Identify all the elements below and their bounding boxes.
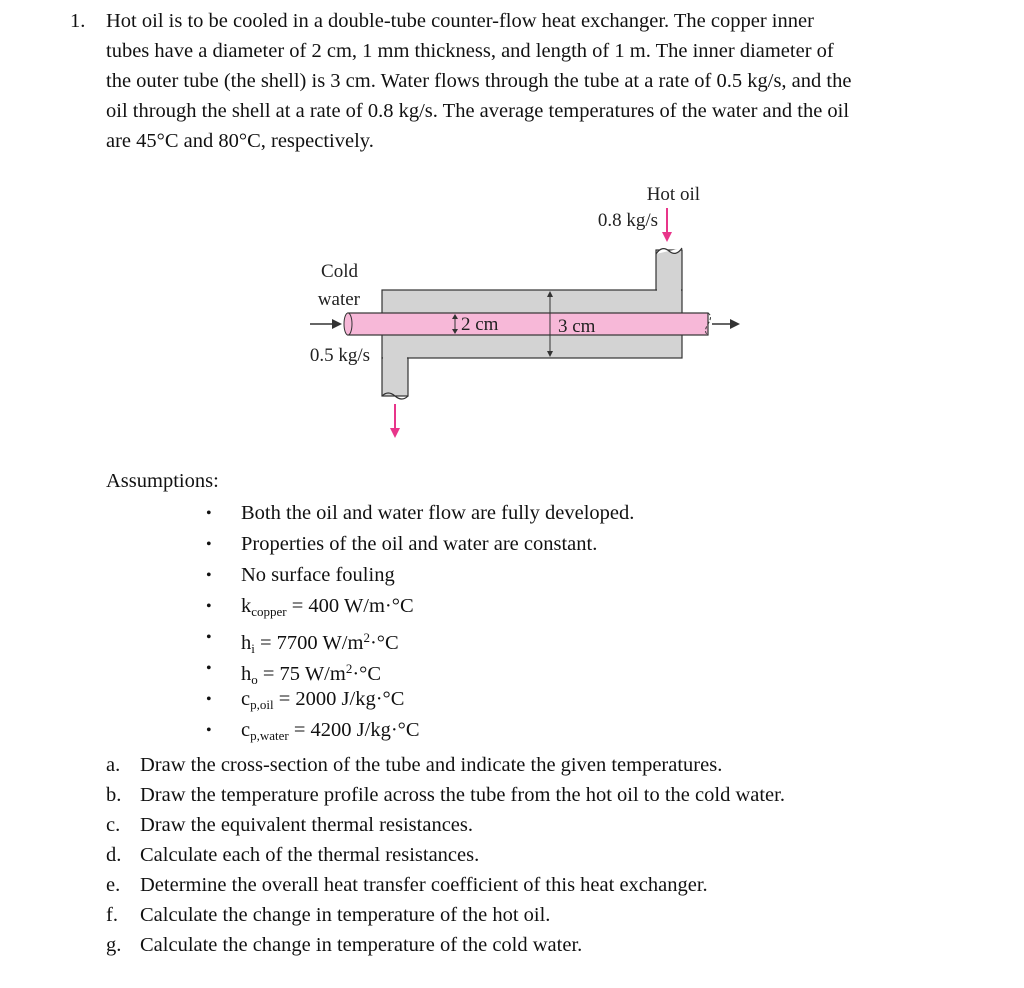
assumption-value: = 2000 J/kg·°C (273, 688, 405, 710)
assumption-superscript: 2 (345, 661, 353, 676)
assumption-item (206, 684, 634, 715)
problem-text (106, 6, 940, 156)
heat-exchanger-figure (280, 172, 760, 462)
problem-number: 1. (70, 10, 86, 32)
oil-outlet-arrowhead (390, 428, 400, 438)
bullet-icon: • (206, 629, 212, 646)
assumption-value: = 75 W/m (257, 663, 346, 685)
water-outlet-arrowhead (730, 319, 740, 329)
task-text: Draw the cross-section of the tube and indicate the given temperatures. (140, 754, 723, 776)
assumption-item (206, 622, 634, 656)
assumption-item (206, 560, 634, 591)
assumption-item (206, 529, 634, 560)
problem-line: are 45°C and 80°C, respectively. (106, 130, 374, 152)
assumption-text: Properties of the oil and water are constant. (241, 533, 598, 555)
hot-oil-rate: 0.8 kg/s (597, 210, 658, 231)
assumption-item (206, 715, 634, 746)
bullet-icon: • (206, 598, 212, 615)
assumption-subscript: o (251, 672, 258, 687)
bullet-icon: • (206, 505, 212, 522)
assumption-symbol: c (241, 688, 251, 710)
bullet-icon: • (206, 691, 212, 708)
assumption-subscript: p,oil (250, 697, 274, 712)
assumption-superscript: 2 (363, 630, 370, 645)
heat-exchanger-diagram (280, 172, 760, 462)
assumption-unit-tail: ·°C (352, 663, 382, 685)
task-item (106, 810, 785, 840)
assumption-symbol: c (241, 719, 251, 741)
bullet-icon: • (206, 660, 212, 677)
assumption-symbol: h (241, 632, 252, 654)
hot-oil-label: Hot oil (646, 184, 700, 205)
oil-inlet-arrowhead (662, 232, 672, 242)
cold-water-rate: 0.5 kg/s (309, 345, 370, 366)
task-item (106, 900, 785, 930)
task-text: Calculate the change in temperature of the cold water. (140, 934, 583, 956)
assumption-text: No surface fouling (241, 564, 395, 586)
shell-outlet-pipe (382, 358, 408, 396)
task-text: Calculate each of the thermal resistances. (140, 844, 480, 866)
assumption-symbol: k (241, 595, 252, 617)
assumption-item (206, 653, 634, 687)
task-list (106, 750, 785, 960)
task-letter: e. (106, 874, 121, 896)
assumptions-list (206, 498, 634, 746)
task-item (106, 780, 785, 810)
assumption-value: = 4200 J/kg·°C (288, 719, 420, 741)
assumption-subscript: i (251, 641, 255, 656)
inner-tube (348, 313, 708, 335)
problem-line: tubes have a diameter of 2 cm, 1 mm thickness, and length of 1 m. The inner diameter of (106, 40, 834, 62)
task-letter: d. (106, 844, 122, 866)
assumption-value: = 400 W/m·°C (286, 595, 414, 617)
water-inlet-arrowhead (332, 319, 342, 329)
assumption-item (206, 591, 634, 622)
inner-diameter-label: 2 cm (461, 314, 499, 335)
assumption-value: = 7700 W/m (254, 632, 364, 654)
inner-tube-left-end (344, 313, 352, 335)
task-item (106, 870, 785, 900)
task-letter: a. (106, 754, 121, 776)
assumption-symbol: h (241, 663, 252, 685)
bullet-icon: • (206, 536, 212, 553)
assumption-unit-tail: ·°C (369, 632, 399, 654)
assumption-subscript: copper (251, 604, 287, 619)
task-letter: c. (106, 814, 121, 836)
problem-line: oil through the shell at a rate of 0.8 kg/s. The average temperatures of the water and the oil (106, 100, 850, 122)
bullet-icon: • (206, 722, 212, 739)
bullet-icon: • (206, 567, 212, 584)
assumption-text: Both the oil and water flow are fully developed. (241, 502, 635, 524)
task-letter: g. (106, 934, 122, 956)
task-text: Draw the equivalent thermal resistances. (140, 814, 473, 836)
problem-line: Hot oil is to be cooled in a double-tube counter-flow heat exchanger. The copper inner (106, 10, 814, 32)
outer-diameter-label: 3 cm (558, 316, 596, 337)
cold-water-label-line2: water (317, 289, 360, 310)
shell-inlet-pipe (656, 250, 682, 290)
assumption-subscript: p,water (250, 728, 289, 743)
task-text: Draw the temperature profile across the tube from the hot oil to the cold water. (140, 784, 785, 806)
task-item (106, 930, 785, 960)
problem-statement (70, 6, 940, 156)
assumption-item (206, 498, 634, 529)
task-item (106, 840, 785, 870)
task-text: Determine the overall heat transfer coefficient of this heat exchanger. (140, 874, 708, 896)
task-item (106, 750, 785, 780)
task-text: Calculate the change in temperature of the hot oil. (140, 904, 551, 926)
problem-line: the outer tube (the shell) is 3 cm. Water flows through the tube at a rate of 0.5 kg/s, and the (106, 70, 852, 92)
cold-water-label-line1: Cold (321, 261, 358, 282)
task-letter: b. (106, 784, 122, 806)
assumptions-heading: Assumptions: (106, 470, 219, 492)
task-letter: f. (106, 904, 118, 926)
